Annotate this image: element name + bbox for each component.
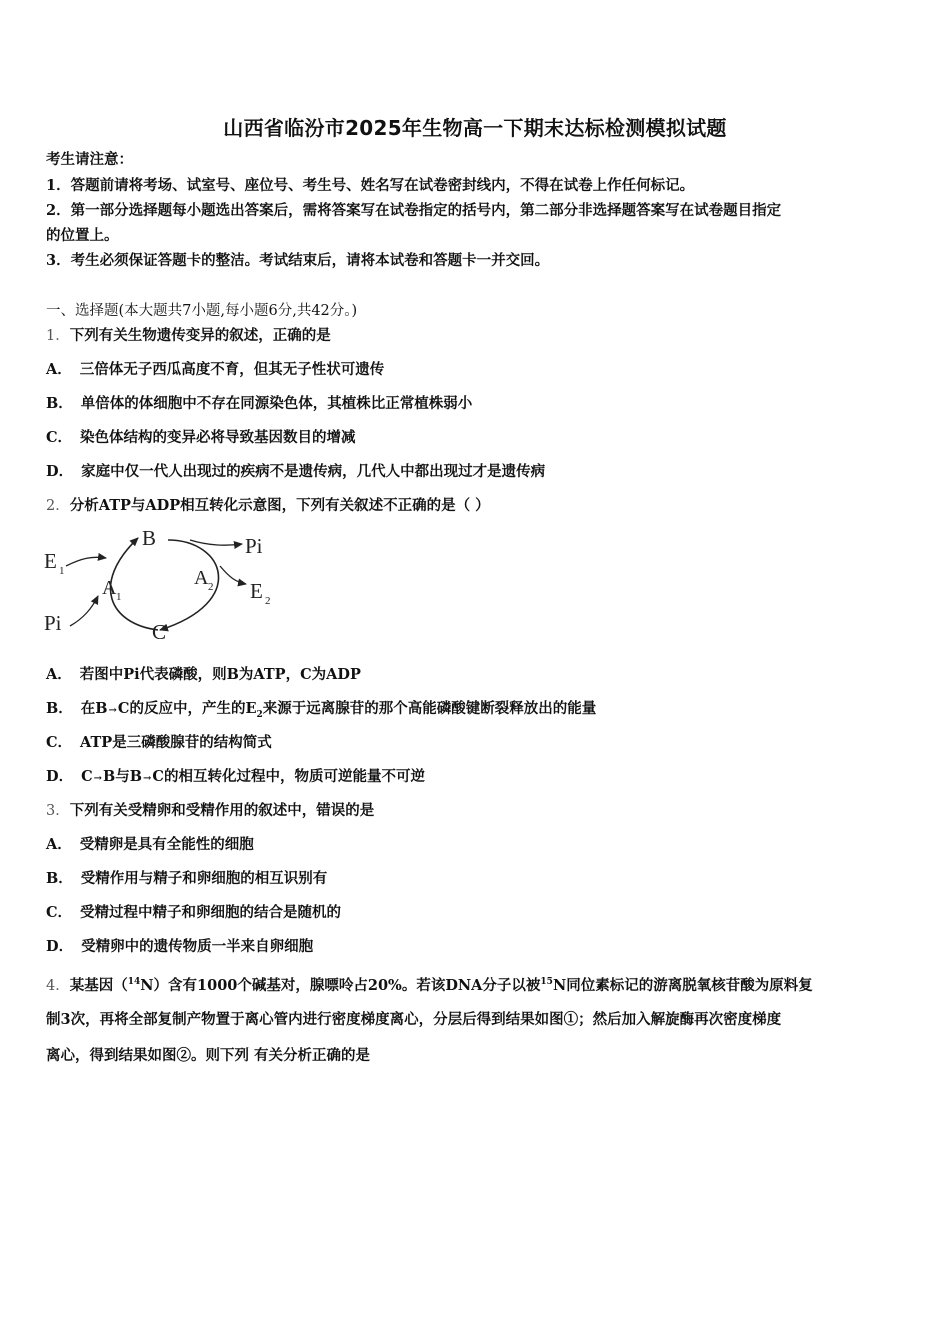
svg-text:1: 1: [59, 565, 65, 577]
arrow-pi-in: [70, 596, 98, 626]
svg-text:2: 2: [208, 581, 214, 593]
notice-item-2-cont: 的位置上。: [46, 227, 119, 244]
label-e2: [250, 579, 271, 607]
question-3: [46, 801, 374, 821]
svg-text:E: E: [250, 579, 263, 603]
q2-option-d: D． C→B与B→C的相互转化过程中，物质可逆能量不可逆: [46, 768, 425, 785]
q3-option-b: B． 受精作用与精子和卵细胞的相互识别有: [46, 870, 328, 887]
q2-option-c: C． ATP是三磷酸腺苷的结构简式: [46, 734, 272, 751]
label-a2: [194, 567, 214, 593]
question-number: 4．: [46, 977, 70, 994]
q2-option-a: A． 若图中Pi代表磷酸，则B为ATP，C为ADP: [46, 666, 361, 683]
label-pi-out: Pi: [245, 534, 263, 558]
label-e1: [44, 549, 65, 577]
notice-item-1: 1．答题前请将考场、试室号、座位号、考生号、姓名写在试卷密封线内，不得在试卷上作任何标记。: [46, 177, 695, 194]
question-stem: 下列有关生物遗传变异的叙述，正确的是: [69, 327, 331, 344]
label-pi-in: Pi: [44, 611, 62, 635]
q2-option-b: B． 在B→C的反应中，产生的$E_2$来源于远离腺苷的那个高能磷酸键断裂释放出的能量: [46, 700, 597, 720]
label-b: B: [142, 526, 157, 550]
svg-text:1: 1: [116, 591, 122, 603]
question-number: 2．: [46, 498, 70, 514]
arrow-e1-in: [66, 557, 106, 566]
section-heading: 一、选择题(本大题共7小题,每小题6分,共42分。): [46, 303, 358, 319]
page-title: 山西省临汾市2025年生物高一下期末达标检测模拟试题: [223, 116, 727, 140]
question-4-line-1: 4．某基因（$^{14}$N）含有1000个碱基对，腺嘌呤占20%。若该DNA分子以被$^{15}$N同位素标记的游离脱氧核苷酸为原料复: [46, 976, 813, 994]
label-c: C: [152, 620, 167, 644]
question-2: [46, 496, 490, 516]
q1-option-a: A． 三倍体无子西瓜高度不育，但其无子性状可遗传: [46, 361, 385, 378]
question-stem: 下列有关受精卵和受精作用的叙述中，错误的是: [69, 802, 375, 819]
question-1: [46, 326, 331, 346]
svg-text:2: 2: [265, 595, 271, 607]
question-4-line-3: 离心，得到结果如图②。则下列 有关分析正确的是: [46, 1047, 371, 1064]
notice-heading: 考生请注意：: [46, 151, 133, 168]
q1-option-d: D． 家庭中仅一代人出现过的疾病不是遗传病，几代人中都出现过才是遗传病: [46, 463, 546, 480]
q3-option-a: A． 受精卵是具有全能性的细胞: [46, 836, 254, 853]
question-number: 1．: [46, 328, 70, 344]
q3-option-d: D． 受精卵中的遗传物质一半来自卵细胞: [46, 938, 314, 955]
question-stem: 分析ATP与ADP相互转化示意图，下列有关叙述不正确的是（ ）: [69, 497, 490, 514]
atp-adp-cycle-diagram: [40, 522, 290, 650]
svg-text:A: A: [102, 577, 117, 599]
svg-text:A: A: [194, 567, 209, 589]
arrow-pi-out: [190, 540, 242, 545]
arc-c-to-b: [110, 538, 158, 630]
question-number: 3．: [46, 803, 70, 819]
q1-option-b: B． 单倍体的体细胞中不存在同源染色体，其植株比正常植株弱小: [46, 395, 473, 412]
svg-text:E: E: [44, 549, 57, 573]
question-4-line-2: 制3次，再将全部复制产物置于离心管内进行密度梯度离心，分层后得到结果如图①；然后加入解旋酶再次密度梯度: [46, 1011, 782, 1028]
q3-option-c: C． 受精过程中精子和卵细胞的结合是随机的: [46, 904, 342, 921]
notice-item-2: 2．第一部分选择题每小题选出答案后，需将答案写在试卷指定的括号内，第二部分非选择题答案写在试卷题目指定: [46, 202, 782, 219]
notice-item-3: 3．考生必须保证答题卡的整洁。考试结束后，请将本试卷和答题卡一并交回。: [46, 252, 550, 269]
arrow-e2-out: [220, 566, 246, 584]
q1-option-c: C． 染色体结构的变异必将导致基因数目的增减: [46, 429, 356, 446]
